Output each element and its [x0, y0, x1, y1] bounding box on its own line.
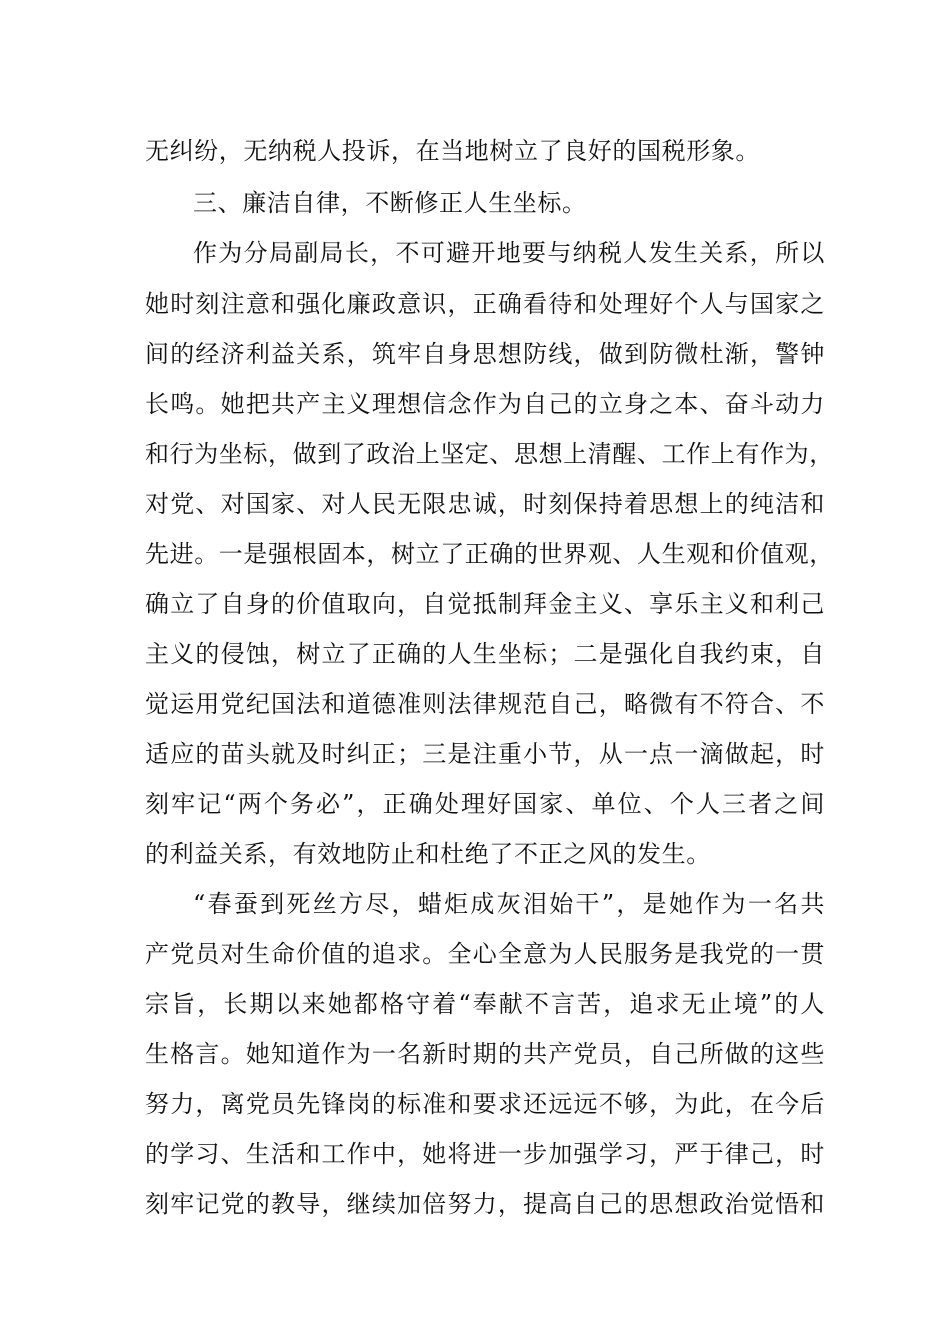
text-line: “春蚕到死丝方尽，蜡炬成灰泪始干”，是她作为一名共 — [193, 890, 825, 918]
text-line: 生格言。她知道作为一名新时期的共产党员，自己所做的这些 — [145, 1040, 825, 1068]
text-line: 对党、对国家、对人民无限忠诚，时刻保持着思想上的纯洁和 — [145, 490, 825, 518]
text-line: 觉运用党纪国法和道德准则法律规范自己，略微有不符合、不 — [145, 690, 825, 718]
text-line: 无纠纷，无纳税人投诉，在当地树立了良好的国税形象。 — [145, 137, 760, 165]
text-line: 刻牢记党的教导，继续加倍努力，提高自己的思想政治觉悟和 — [145, 1190, 825, 1218]
text-line: 作为分局副局长，不可避开地要与纳税人发生关系，所以 — [193, 239, 825, 267]
text-line: 主义的侵蚀，树立了正确的人生坐标；二是强化自我约束，自 — [145, 640, 825, 668]
text-line: 产党员对生命价值的追求。全心全意为人民服务是我党的一贯 — [145, 940, 825, 968]
text-line: 的利益关系，有效地防止和杜绝了不正之风的发生。 — [145, 840, 711, 868]
text-line: 努力，离党员先锋岗的标准和要求还远远不够，为此，在今后 — [145, 1090, 825, 1118]
text-line: 宗旨，长期以来她都格守着“奉献不言苦，追求无止境”的人 — [145, 990, 825, 1018]
text-line: 的学习、生活和工作中，她将进一步加强学习，严于律己，时 — [145, 1140, 825, 1168]
text-line: 刻牢记“两个务必”，正确处理好国家、单位、个人三者之间 — [145, 790, 825, 818]
text-line: 长鸣。她把共产主义理想信念作为自己的立身之本、奋斗动力 — [145, 390, 825, 418]
text-line: 先进。一是强根固本，树立了正确的世界观、人生观和价值观， — [145, 540, 834, 568]
text-line: 她时刻注意和强化廉政意识，正确看待和处理好个人与国家之 — [145, 290, 825, 318]
text-line: 间的经济利益关系，筑牢自身思想防线，做到防微杜渐，警钟 — [145, 340, 825, 368]
section-heading: 三、廉洁自律，不断修正人生坐标。 — [193, 189, 587, 217]
text-line: 适应的苗头就及时纠正；三是注重小节，从一点一滴做起，时 — [145, 740, 825, 768]
text-line: 确立了自身的价值取向，自觉抵制拜金主义、享乐主义和利己 — [145, 590, 825, 618]
text-line: 和行为坐标，做到了政治上坚定、思想上清醒、工作上有作为， — [145, 440, 834, 468]
